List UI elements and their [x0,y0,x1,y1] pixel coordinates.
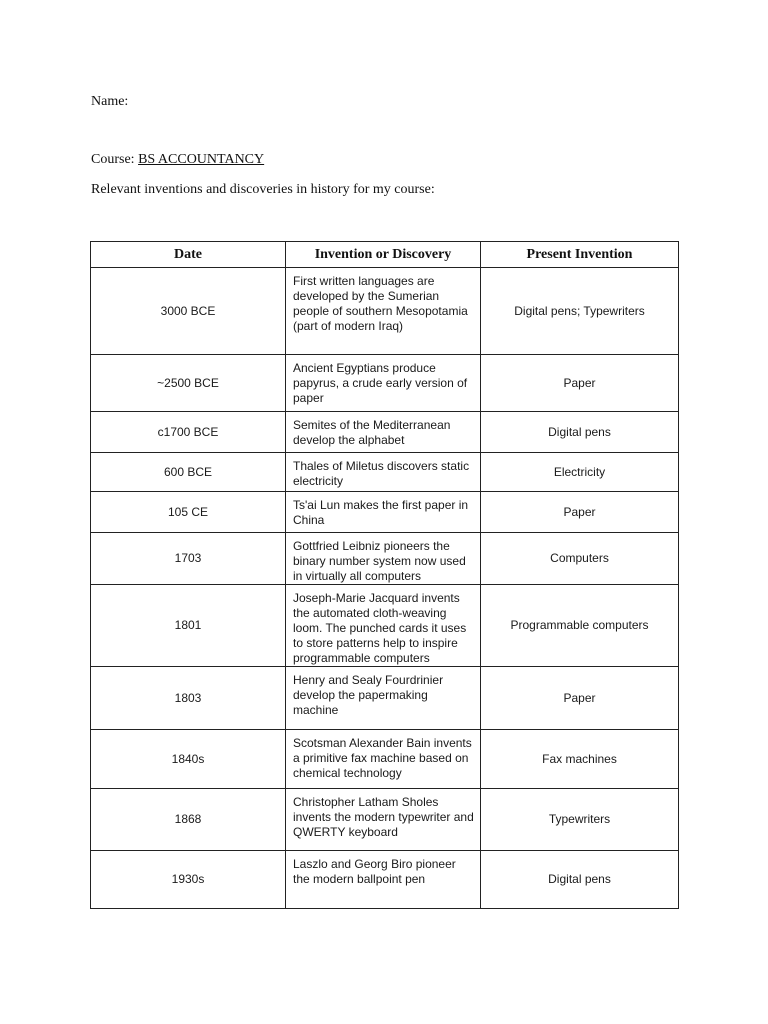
date-cell: 105 CE [91,492,286,533]
table-row [91,268,679,355]
date-cell: 3000 BCE [91,268,286,355]
table-row [91,412,679,453]
table-row [91,730,679,789]
present-cell: Paper [481,355,679,412]
date-cell: c1700 BCE [91,412,286,453]
course-line [91,152,264,168]
invention-cell: Scotsman Alexander Bain invents a primitive fax machine based on chemical technology [286,730,481,789]
header-invention: Invention or Discovery [286,242,481,268]
invention-cell: Henry and Sealy Fourdrinier develop the papermaking machine [286,667,481,730]
name-label: Name: [91,94,129,109]
invention-cell: Ts'ai Lun makes the first paper in China [286,492,481,533]
intro-text: Relevant inventions and discoveries in history for my course: [91,182,435,197]
present-cell: Computers [481,533,679,585]
table-row [91,667,679,730]
present-cell: Fax machines [481,730,679,789]
present-cell: Typewriters [481,789,679,851]
invention-cell: Semites of the Mediterranean develop the alphabet [286,412,481,453]
present-cell: Digital pens [481,851,679,909]
date-cell: 1801 [91,585,286,667]
course-value: BS ACCOUNTANCY [138,152,265,167]
table-row [91,492,679,533]
date-cell: 1803 [91,667,286,730]
table-row [91,585,679,667]
name-field-label [91,94,128,110]
date-cell: 1840s [91,730,286,789]
table-row [91,789,679,851]
table-row [91,453,679,492]
inventions-table [90,241,679,909]
table-header-row [91,242,679,268]
header-present: Present Invention [481,242,679,268]
header-date: Date [91,242,286,268]
present-cell: Digital pens; Typewriters [481,268,679,355]
present-cell: Electricity [481,453,679,492]
invention-cell: First written languages are developed by the Sumerian people of southern Mesopotamia (part of modern Iraq) [286,268,481,355]
date-cell: 1930s [91,851,286,909]
date-cell: ~2500 BCE [91,355,286,412]
invention-cell: Thales of Miletus discovers static electricity [286,453,481,492]
invention-cell: Christopher Latham Sholes invents the modern typewriter and QWERTY keyboard [286,789,481,851]
date-cell: 1868 [91,789,286,851]
invention-cell: Laszlo and Georg Biro pioneer the modern ballpoint pen [286,851,481,909]
invention-cell: Joseph-Marie Jacquard invents the automated cloth-weaving loom. The punched cards it uses to store patterns help to inspire programmable computers [286,585,481,667]
present-cell: Paper [481,667,679,730]
invention-cell: Ancient Egyptians produce papyrus, a crude early version of paper [286,355,481,412]
table-row [91,533,679,585]
present-cell: Programmable computers [481,585,679,667]
invention-cell: Gottfried Leibniz pioneers the binary number system now used in virtually all computers [286,533,481,585]
date-cell: 1703 [91,533,286,585]
course-label: Course: [91,152,135,167]
table-row [91,851,679,909]
present-cell: Paper [481,492,679,533]
date-cell: 600 BCE [91,453,286,492]
present-cell: Digital pens [481,412,679,453]
table-row [91,355,679,412]
